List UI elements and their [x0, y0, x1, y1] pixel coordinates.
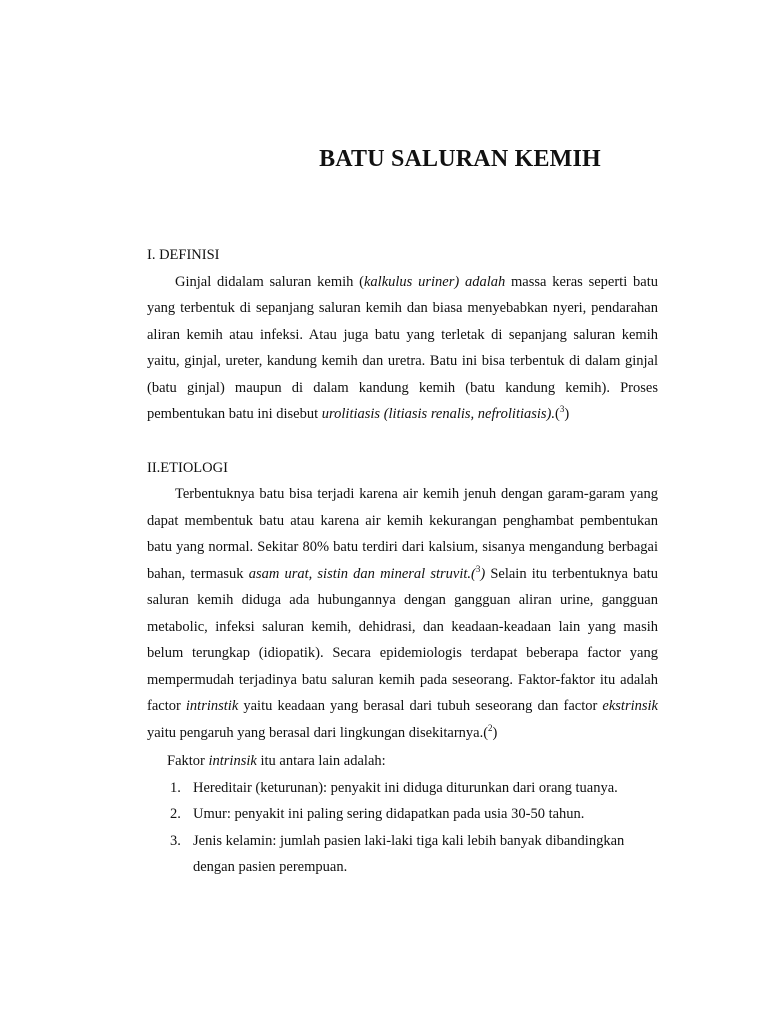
document-body [147, 242, 658, 881]
list-item [147, 828, 658, 881]
list-number: 1. [170, 779, 181, 796]
citation-number: 2 [488, 722, 493, 733]
text-run: itu antara lain adalah: [256, 753, 386, 769]
citation-number: 3 [475, 563, 481, 574]
italic-term: urolitiasis (litiasis renalis, nefrolitiasis). [321, 406, 556, 422]
italic-term: kalkulus uriner) adalah [364, 273, 506, 290]
subheading [167, 748, 658, 775]
citation-close: ) [564, 406, 570, 422]
italic-term: asam urat, sistin dan mineral struvit.( [248, 565, 476, 582]
factor-list [147, 775, 658, 881]
list-number: 3. [170, 832, 181, 849]
text-run: Faktor [167, 753, 209, 769]
citation-close: ) [492, 724, 498, 741]
section-etiologi [147, 455, 658, 881]
citation-number: 3 [559, 404, 565, 415]
document-title: BATU SALURAN KEMIH [319, 146, 601, 172]
text-run: yaitu pengaruh yang berasal dari lingkungan disekitarnya.( [147, 724, 489, 741]
section-heading: I. DEFINISI [147, 247, 220, 263]
text-run: Ginjal didalam saluran kemih ( [175, 273, 364, 290]
section-definisi [147, 242, 658, 428]
section-heading: II.ETIOLOGI [147, 459, 228, 476]
text-run: massa keras seperti batu yang terbentuk di sepanjang saluran kemih dan biasa menyebabkan nyeri, pendarahan aliran kemih atau infeksi. Atau juga batu yang terletak di sepanjang saluran kemih yaitu, ginjal, ureter, kandung kemih dan uretra. Batu ini bisa terbentuk di dalam ginjal (batu ginjal) maupun di dalam kandung kemih (batu kandung kemih). Proses pembentukan batu ini disebut [147, 273, 658, 422]
text-run: Selain itu terbentuknya batu saluran kemih diduga ada hubungannya dengan gangguan aliran urine, gangguan metabolic, infeksi saluran kemih, dehidrasi, dan keadaan-keadaan lain yang masih belum terungkap (idiopatik). Secara epidemiologis terdapat beberapa factor yang mempermudah terjadinya batu saluran kemih pada seseorang. Faktor-faktor itu adalah factor [147, 565, 658, 714]
list-text: Hereditair (keturunan): penyakit ini diduga diturunkan dari orang tuanya. [193, 779, 618, 796]
italic-term: ekstrinsik [602, 698, 658, 714]
citation-open: ( [555, 406, 560, 422]
list-item [147, 801, 658, 828]
list-number: 2. [170, 806, 181, 822]
list-text: Jenis kelamin: jumlah pasien laki-laki tiga kali lebih banyak dibandingkan dengan pasien perempuan. [193, 832, 625, 875]
italic-term: intrinsik [208, 753, 257, 769]
paragraph [147, 269, 658, 428]
text-run: yaitu keadaan yang berasal dari tubuh seseorang dan factor [238, 698, 603, 714]
italic-term: ) [480, 565, 486, 582]
list-item [147, 775, 658, 802]
text-run: Terbentuknya batu bisa terjadi karena air kemih jenuh dengan garam-garam yang dapat membentuk batu atau karena air kemih kekurangan penghambat pembentukan batu yang normal. Sekitar 80% batu terdiri dari kalsium, sisanya mengandung berbagai bahan, termasuk [147, 486, 658, 582]
italic-term: intrinstik [185, 698, 239, 714]
list-text: Umur: penyakit ini paling sering didapatkan pada usia 30-50 tahun. [193, 806, 585, 822]
paragraph [147, 481, 658, 746]
